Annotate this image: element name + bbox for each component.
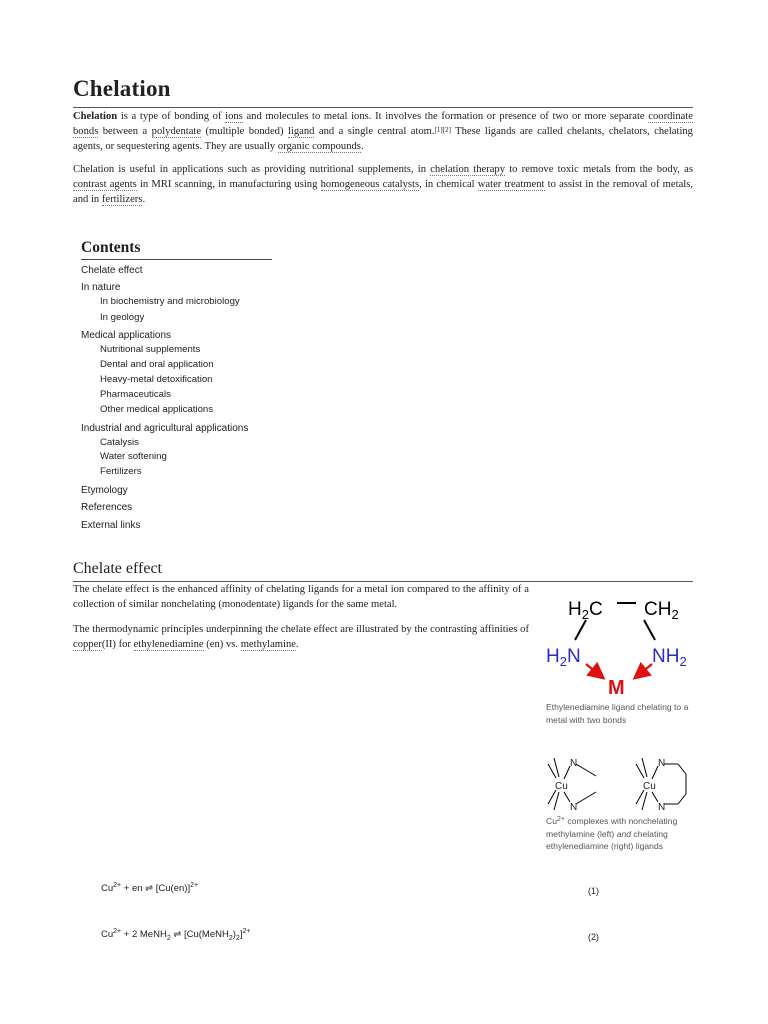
intro-text: is a type of bonding of (117, 111, 226, 122)
eq1-charge: 2+ (113, 882, 122, 889)
eq2-sub: 2 (228, 934, 233, 942)
eq1-charge2: 2+ (190, 882, 199, 889)
section-heading: Chelate effect (73, 559, 693, 582)
link-methylamine[interactable]: methylamine (240, 639, 296, 651)
caption-charge: 2+ (557, 816, 565, 823)
p2-text: The thermodynamic principles underpinning the chelate effect are illustrated by the contrasting affinities of (73, 624, 529, 635)
atom-n: N (570, 802, 578, 812)
caption-em: and (616, 828, 632, 839)
link-coordinate-bonds[interactable]: coordinate bonds (73, 111, 693, 138)
bold-term: Chelation (73, 111, 118, 122)
atom-n: N (658, 758, 666, 769)
intro-paragraph (73, 109, 693, 155)
p2-text: (II) for (101, 639, 134, 651)
uses-text: to remove toxic metals from the body, as (505, 164, 693, 175)
equation-2 (101, 929, 250, 942)
p2-text: . (296, 639, 299, 651)
uses-text: , in chemical (419, 179, 478, 191)
toc-item-etymology[interactable]: Etymology (81, 485, 128, 496)
atom-cu: Cu (643, 781, 656, 792)
eq2-text: ) (232, 929, 236, 940)
toc-item-geology[interactable]: In geology (100, 312, 145, 323)
chelate-effect-paragraph: The chelate effect is the enhanced affinity of chelating ligands for a metal ion compared to the affinity of a collection of similar nonchelating (monodentate) ligands for the same metal. (73, 584, 529, 611)
intro-text: These ligands are called chelants, chelators, chelating agents, or sequestering agents. They are usually (73, 126, 693, 153)
equation-1-number: (1) (588, 886, 599, 896)
citation-link[interactable]: [1][2] (434, 126, 451, 135)
ethylenediamine-chelate-diagram[interactable] (540, 588, 700, 700)
left-c-n-bond (575, 620, 586, 640)
figure2-caption (546, 815, 706, 853)
caption-ion: Cu (546, 816, 557, 826)
page-title: Chelation (73, 72, 693, 108)
uses-text: in MRI scanning, in manufacturing using (136, 179, 321, 191)
metal-label: M (608, 677, 625, 699)
atom-n: N (570, 758, 578, 769)
toc-item-chelate-effect[interactable]: Chelate effect (81, 265, 143, 276)
link-ions[interactable]: ions (225, 111, 243, 122)
toc-item-dental[interactable]: Dental and oral application (100, 359, 214, 370)
toc-item-nutritional-supplements[interactable]: Nutritional supplements (100, 344, 201, 355)
toc-item-other-medical[interactable]: Other medical applications (100, 404, 214, 415)
link-fertilizers[interactable]: fertilizers (101, 194, 143, 206)
eq1-ion: Cu (101, 883, 114, 894)
uses-text: . (142, 194, 146, 206)
toc-item-pharmaceuticals[interactable]: Pharmaceuticals (100, 389, 171, 400)
h2c-label: $H_2C$ (568, 599, 603, 622)
caption-text: complexes with nonchelating methylamine (left) (546, 816, 678, 839)
toc-item-in-nature[interactable]: In nature (81, 282, 121, 293)
toc-item-industrial[interactable]: Industrial and agricultural applications (81, 423, 249, 434)
eq2-text: + 2 MeNH (123, 929, 167, 940)
h2n-label: $H_2N$ (546, 646, 581, 669)
link-ethylenediamine[interactable]: ethylenediamine (133, 639, 204, 651)
link-contrast-agents[interactable]: contrast agents (73, 179, 137, 191)
link-homogeneous-catalysts[interactable]: homogeneous catalysts (320, 179, 420, 191)
atom-cu: Cu (555, 781, 568, 792)
uses-text: to assist in the removal of metals, and in (73, 179, 693, 206)
link-ligand[interactable]: ligand (287, 126, 315, 138)
intro-text: and a single central atom. (314, 126, 435, 138)
left-coordinate-arrow (586, 664, 602, 677)
toc-item-heavy-metal[interactable]: Heavy-metal detoxification (100, 374, 213, 385)
link-copper[interactable]: copper (73, 639, 102, 651)
toc-item-medical-applications[interactable]: Medical applications (81, 330, 172, 341)
thermodynamic-paragraph (73, 622, 529, 652)
figure1-caption: Ethylenediamine ligand chelating to a metal with two bonds (546, 702, 689, 725)
link-water-treatment[interactable]: water treatment (477, 179, 545, 191)
eq2-text: ] (239, 929, 243, 940)
eq1-text: + en ⇌ [Cu(en)] (123, 883, 191, 894)
toc-item-external-links[interactable]: External links (81, 520, 141, 531)
intro-text: between a (98, 126, 152, 138)
caption-text: chelating ethylenediamine (right) ligands (546, 828, 668, 851)
uses-paragraph (73, 162, 693, 208)
right-coordinate-arrow (636, 664, 652, 677)
link-organic-compounds[interactable]: organic compounds (277, 141, 361, 153)
eq2-text: ⇌ [Cu(MeNH (170, 929, 229, 940)
toc-item-fertilizers[interactable]: Fertilizers (100, 466, 142, 477)
ch2-label: $CH_2$ (644, 599, 679, 622)
copper-complexes-diagram[interactable] (544, 752, 694, 812)
toc-item-water-softening[interactable]: Water softening (100, 451, 167, 462)
equation-2-number: (2) (588, 932, 599, 942)
right-c-n-bond (644, 620, 655, 640)
toc-item-biochemistry[interactable]: In biochemistry and microbiology (100, 296, 240, 307)
toc-title: Contents (81, 238, 272, 260)
toc-item-references[interactable]: References (81, 502, 133, 513)
intro-text: . (360, 141, 364, 153)
intro-text: (multiple bonded) (201, 126, 288, 138)
link-chelation-therapy[interactable]: chelation therapy (430, 164, 506, 175)
eq2-charge2: 2+ (242, 928, 251, 935)
equation-1 (101, 883, 198, 894)
eq2-sub: 2 (166, 934, 171, 942)
eq2-charge: 2+ (113, 928, 122, 935)
eq2-ion: Cu (101, 929, 114, 940)
intro-text: and molecules to metal ions. It involves the formation or presence of two or more separate (242, 111, 649, 122)
uses-text: Chelation is useful in applications such as providing nutritional supplements, in (73, 164, 431, 175)
link-polydentate[interactable]: polydentate (151, 126, 202, 138)
eq2-sub: 2 (235, 934, 240, 942)
atom-n: N (658, 802, 666, 812)
toc-item-catalysis[interactable]: Catalysis (100, 437, 139, 448)
nh2-label: $NH_2$ (652, 646, 687, 669)
p2-text: (en) vs. (203, 639, 241, 651)
